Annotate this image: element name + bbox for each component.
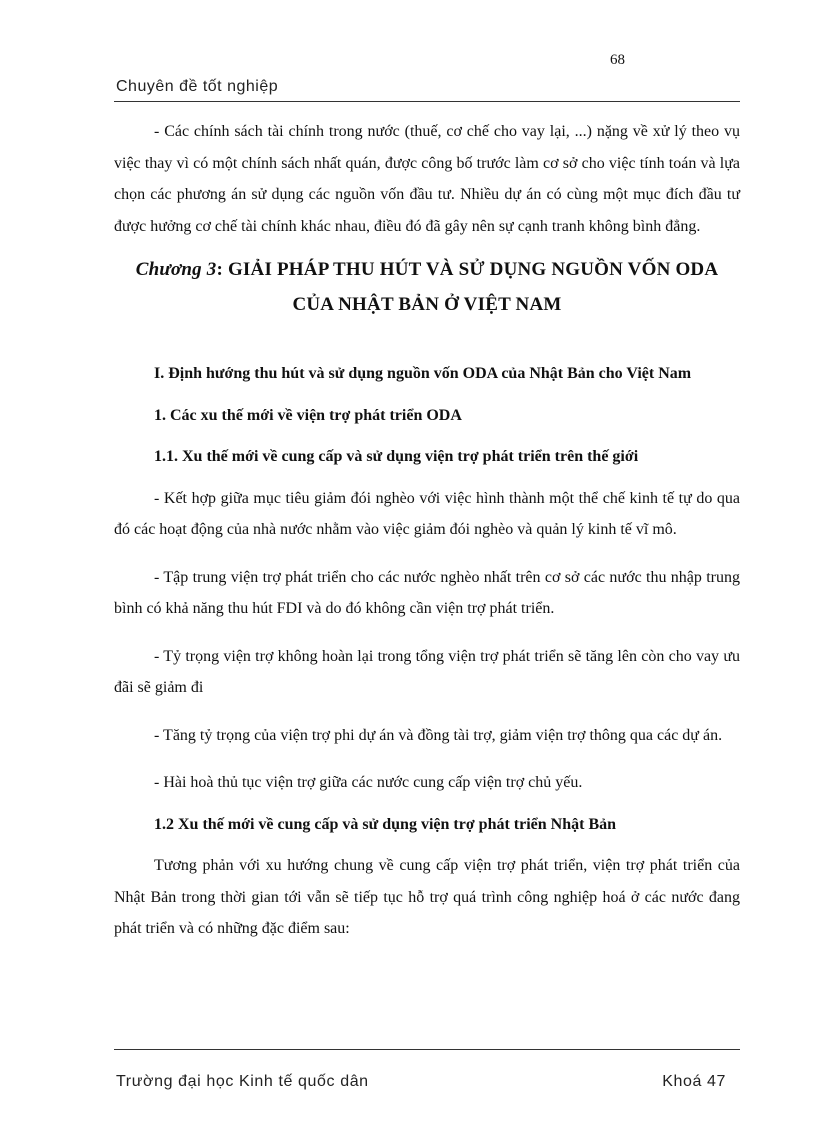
section-heading-1: I. Định hướng thu hút và sử dụng nguồn vốn ODA của Nhật Bản cho Việt Nam (154, 365, 692, 382)
paragraph-focus-poorest: - Tập trung viện trợ phát triển cho các nước nghèo nhất trên cơ sở các nước thu nhập trung bình có khả năng thu hút FDI và do đó không cần viện trợ phát triển. (114, 568, 740, 617)
header-title: Chuyên đề tốt nghiệp (116, 78, 279, 95)
chapter-separator: : (216, 259, 228, 280)
paragraph-poverty-reduction: - Kết hợp giữa mục tiêu giảm đói nghèo với việc hình thành một thể chế kinh tế tự do qua đó các hoạt động của nhà nước nhằm vào việc giảm đói nghèo và quản lý kinh tế vĩ mô. (114, 489, 740, 538)
heading-1: 1. Các xu thế mới về viện trợ phát triển ODA (154, 406, 462, 424)
page-body (114, 116, 740, 945)
paragraph-financial-policy: - Các chính sách tài chính trong nước (thuế, cơ chế cho vay lại, ...) nặng về xử lý theo vụ việc thay vì có một chính sách nhất quán, được công bố trước làm cơ sở cho việc tính toán và lựa chọn các phương án sử dụng các nguồn vốn đầu tư. Nhiều dự án có cùng một mục đích đầu tư được hưởng cơ chế tài chính khác nhau, điều đó đã gây nên sự cạnh tranh không bình đẳng. (114, 123, 740, 235)
paragraph-non-project-aid: - Tăng tỷ trọng của viện trợ phi dự án và đồng tài trợ, giảm viện trợ thông qua các dự án. (154, 726, 723, 744)
header-rule (114, 101, 740, 102)
paragraph-grant-ratio: - Tỷ trọng viện trợ không hoàn lại trong tổng viện trợ phát triển sẽ tăng lên còn cho vay ưu đãi sẽ giảm đi (114, 647, 740, 696)
chapter-heading (114, 252, 740, 322)
chapter-label: Chương 3 (135, 259, 217, 280)
footer-school: Trường đại học Kinh tế quốc dân (116, 1073, 369, 1090)
heading-1-2: 1.2 Xu thế mới về cung cấp và sử dụng viện trợ phát triển Nhật Bản (154, 815, 617, 833)
footer-course: Khoá 47 (662, 1073, 726, 1090)
chapter-title: GIẢI PHÁP THU HÚT VÀ SỬ DỤNG NGUỒN VỐN ODA CỦA NHẬT BẢN Ở VIỆT NAM (227, 259, 719, 315)
page-number: 68 (610, 52, 625, 68)
paragraph-harmonize-procedures: - Hài hoà thủ tục viện trợ giữa các nước cung cấp viện trợ chủ yếu. (154, 774, 583, 791)
paragraph-japan-trend: Tương phản với xu hướng chung về cung cấp viện trợ phát triển, viện trợ phát triển của Nhật Bản trong thời gian tới vẫn sẽ tiếp tục hỗ trợ quá trình công nghiệp hoá ở các nước đang phát triển và có những đặc điểm sau: (114, 857, 740, 937)
footer-rule (114, 1049, 740, 1050)
heading-1-1: 1.1. Xu thế mới về cung cấp và sử dụng viện trợ phát triển trên thế giới (154, 448, 639, 465)
